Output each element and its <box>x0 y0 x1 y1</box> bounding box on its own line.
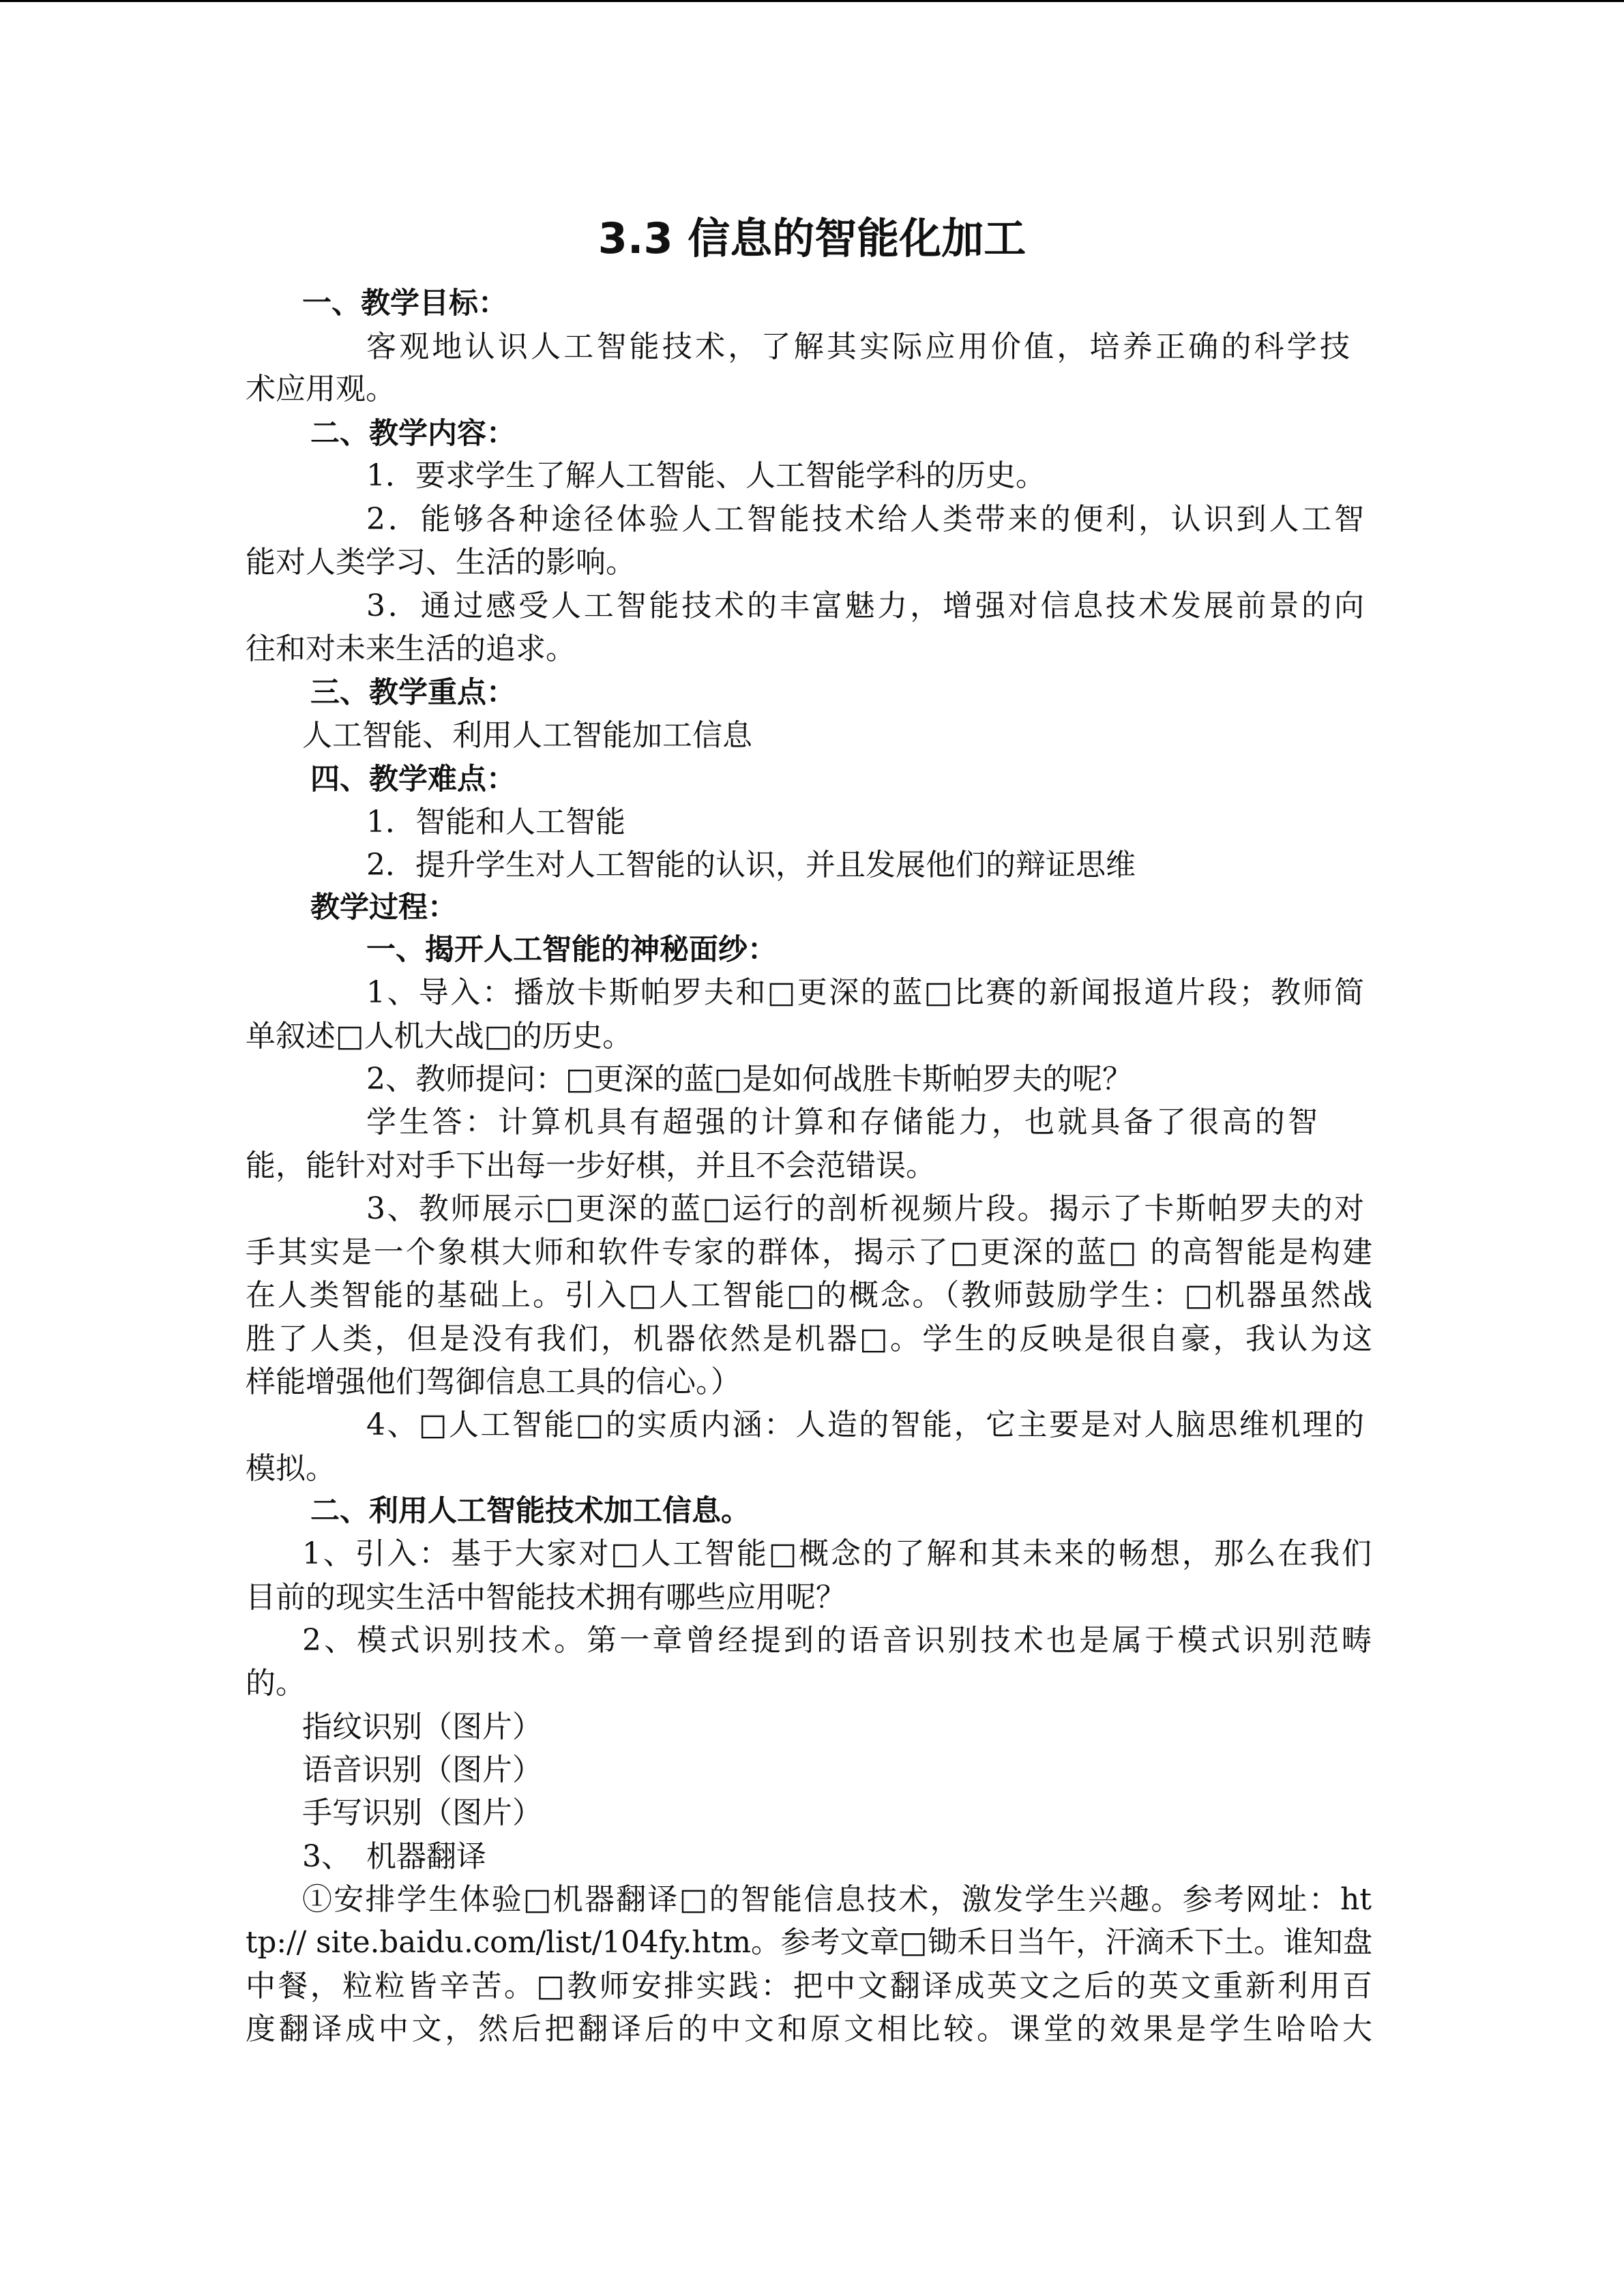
paragraph-line: 学生答：计算机具有超强的计算和存储能力，也就具备了很高的智 <box>366 1105 1318 1139</box>
paragraph-line: 手其实是一个象棋大师和软件专家的群体，揭示了□更深的蓝□ 的高智能是构建 <box>246 1235 1372 1270</box>
paragraph-line: 2．提升学生对人工智能的认识，并且发展他们的辩证思维 <box>366 848 1136 882</box>
heading-section-one: 一、揭开人工智能的神秘面纱： <box>366 933 777 967</box>
paragraph-line: 客观地认识人工智能技术，了解其实际应用价值，培养正确的科学技 <box>366 329 1350 364</box>
paragraph-line: 单叙述□人机大战□的历史。 <box>246 1019 633 1054</box>
heading-key-points: 三、教学重点： <box>310 676 516 710</box>
document-title: 3.3 信息的智能化加工 <box>597 213 1027 263</box>
paragraph-line: tp:// site.baidu.com/list/104fy.htm。参考文章□锄禾日当午，汗滴禾下土。谁知盘 <box>246 1926 1372 1960</box>
heading-content: 二、教学内容： <box>310 417 516 451</box>
paragraph-line: 1．智能和人工智能 <box>366 805 625 839</box>
paragraph-line: 3、教师展示□更深的蓝□运行的剖析视频片段。揭示了卡斯帕罗夫的对 <box>366 1191 1364 1226</box>
paragraph-line: 2、教师提问：□更深的蓝□是如何战胜卡斯帕罗夫的呢？ <box>366 1062 1133 1097</box>
paragraph-line: ①安排学生体验□机器翻译□的智能信息技术，激发学生兴趣。参考网址：ht <box>302 1882 1372 1917</box>
paragraph-line: 样能增强他们驾御信息工具的信心。） <box>246 1365 741 1399</box>
paragraph-line: 中餐，粒粒皆辛苦。□教师安排实践：把中文翻译成英文之后的英文重新利用百 <box>246 1969 1372 2003</box>
paragraph-line: 的。 <box>246 1666 306 1701</box>
page-top-border <box>0 0 1624 2</box>
paragraph-line: 1．要求学生了解人工智能、人工智能学科的历史。 <box>366 458 1046 493</box>
heading-objectives: 一、教学目标： <box>302 286 507 320</box>
paragraph-line: 人工智能、利用人工智能加工信息 <box>302 718 752 753</box>
list-item: 语音识别（图片） <box>302 1753 542 1787</box>
paragraph-line: 胜了人类，但是没有我们，机器依然是机器□。学生的反映是很自豪，我认为这 <box>246 1322 1372 1356</box>
paragraph-line: 能，能针对对手下出每一步好棋，并且不会范错误。 <box>246 1148 936 1183</box>
paragraph-line: 术应用观。 <box>246 372 396 406</box>
paragraph-line: 2、模式识别技术。第一章曾经提到的语音识别技术也是属于模式识别范畴 <box>302 1623 1372 1658</box>
paragraph-line: 4、□人工智能□的实质内涵：人造的智能，它主要是对人脑思维机理的 <box>366 1407 1364 1442</box>
paragraph-line: 3．通过感受人工智能技术的丰富魅力，增强对信息技术发展前景的向 <box>366 588 1364 623</box>
paragraph-line: 目前的现实生活中智能技术拥有哪些应用呢？ <box>246 1580 846 1615</box>
heading-difficulties: 四、教学难点： <box>310 762 516 796</box>
heading-process: 教学过程： <box>310 891 457 925</box>
paragraph-line: 度翻译成中文，然后把翻译后的中文和原文相比较。课堂的效果是学生哈哈大 <box>246 2012 1372 2046</box>
heading-section-two: 二、利用人工智能技术加工信息。 <box>310 1494 750 1528</box>
paragraph-line: 2．能够各种途径体验人工智能技术给人类带来的便利，认识到人工智 <box>366 502 1364 537</box>
paragraph-line: 模拟。 <box>246 1451 336 1486</box>
paragraph-line: 1、引入：基于大家对□人工智能□概念的了解和其未来的畅想，那么在我们 <box>302 1536 1372 1571</box>
list-item: 手写识别（图片） <box>302 1795 542 1830</box>
paragraph-line: 能对人类学习、生活的影响。 <box>246 545 636 580</box>
paragraph-line: 在人类智能的基础上。引入□人工智能□的概念。（教师鼓励学生：□机器虽然战 <box>246 1278 1372 1313</box>
paragraph-line: 1、导入：播放卡斯帕罗夫和□更深的蓝□比赛的新闻报道片段；教师简 <box>366 975 1364 1010</box>
paragraph-line: 往和对未来生活的追求。 <box>246 631 576 666</box>
list-item: 3、 机器翻译 <box>302 1839 486 1874</box>
list-item: 指纹识别（图片） <box>302 1710 542 1744</box>
